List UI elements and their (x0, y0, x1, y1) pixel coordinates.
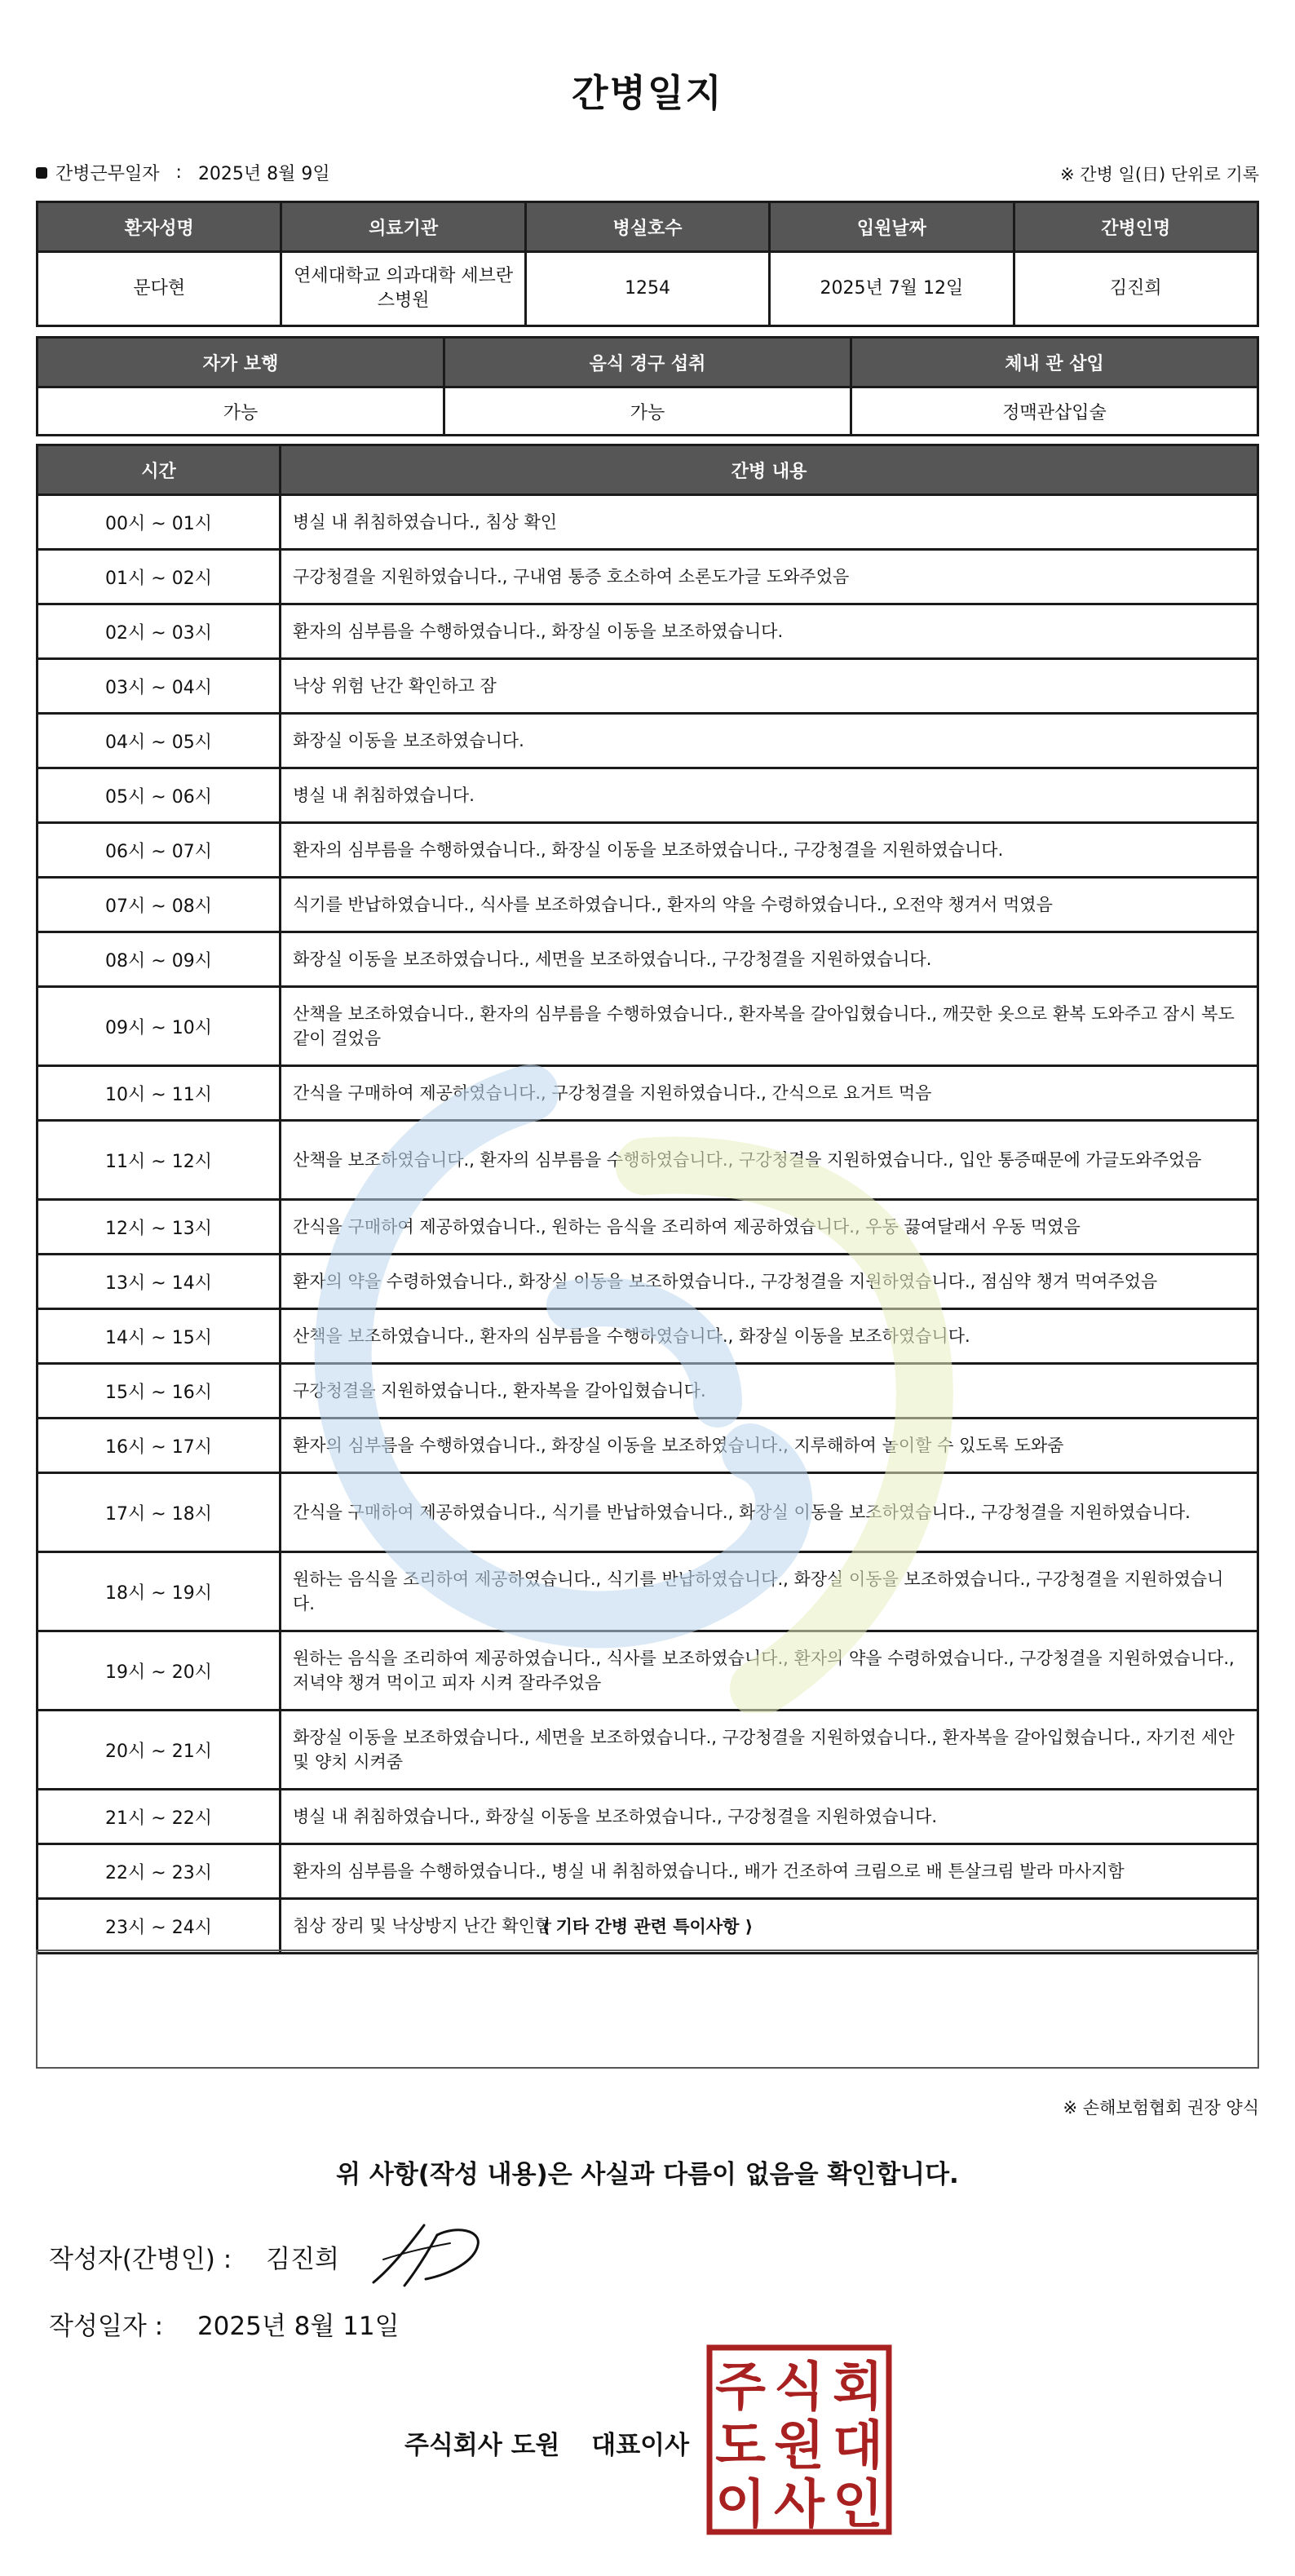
table-row (38, 1473, 1258, 1552)
time-cell: 14시 ~ 15시 (38, 1309, 281, 1364)
hospital-name: 연세대학교 의과대학 세브란스병원 (281, 252, 525, 326)
svg-text:인: 인 (833, 2475, 883, 2535)
content-cell: 원하는 음식을 조리하여 제공하였습니다., 식사를 보조하였습니다., 환자의 약을 수령하였습니다., 구강청결을 지원하였습니다., 저녁약 챙겨 먹이고 피자 시켜 잘라주었음 (281, 1631, 1258, 1711)
content-cell: 병실 내 취침하였습니다., 화장실 이동을 보조하였습니다., 구강청결을 지원하였습니다. (281, 1790, 1258, 1844)
writer-name: 김진희 (266, 2245, 340, 2274)
svg-text:대: 대 (833, 2416, 883, 2476)
time-cell: 17시 ~ 18시 (38, 1473, 281, 1552)
notes-caption: ⟨ 기타 간병 관련 특이사항 ⟩ (541, 1917, 754, 1936)
table-row (38, 932, 1258, 987)
header-time: 시간 (38, 445, 281, 495)
patient-info-header-row (38, 202, 1258, 252)
patient-status-header-row (38, 338, 1258, 387)
time-cell: 00시 ~ 01시 (38, 495, 281, 550)
content-cell: 식기를 반납하였습니다., 식사를 보조하였습니다., 환자의 약을 수령하였습니다., 오전약 챙겨서 먹였음 (281, 878, 1258, 932)
table-row (38, 604, 1258, 659)
time-cell: 16시 ~ 17시 (38, 1419, 281, 1473)
unit-note: ※ 간병 일(日) 단위로 기록 (1060, 165, 1259, 184)
content-cell: 환자의 약을 수령하였습니다., 화장실 이동을 보조하였습니다., 구강청결을 지원하였습니다., 점심약 챙겨 먹여주었음 (281, 1255, 1258, 1309)
table-row (38, 987, 1258, 1066)
writer-label: 작성자(간병인) : (49, 2245, 232, 2274)
table-row (38, 1844, 1258, 1899)
content-cell: 화장실 이동을 보조하였습니다. (281, 714, 1258, 768)
content-cell: 침상 장리 및 낙상방지 난간 확인함 (281, 1899, 1258, 1954)
oral-intake-value: 가능 (444, 387, 851, 436)
bullet-square-icon (36, 167, 47, 179)
content-cell: 산책을 보조하였습니다., 환자의 심부름을 수행하였습니다., 화장실 이동을 보조하였습니다. (281, 1309, 1258, 1364)
time-cell: 19시 ~ 20시 (38, 1631, 281, 1711)
content-cell: 화장실 이동을 보조하였습니다., 세면을 보조하였습니다., 구강청결을 지원하였습니다. (281, 932, 1258, 987)
svg-text:주: 주 (715, 2357, 766, 2418)
patient-status-table (36, 336, 1259, 436)
association-note: ※ 손해보험협회 권장 양식 (1063, 2098, 1259, 2118)
header-caregiver-name: 간병인명 (1014, 202, 1257, 252)
table-row (38, 1255, 1258, 1309)
content-cell: 산책을 보조하였습니다., 환자의 심부름을 수행하였습니다., 구강청결을 지원하였습니다., 입안 통증때문에 가글도와주었음 (281, 1121, 1258, 1200)
svg-text:원: 원 (774, 2416, 824, 2476)
patient-name: 문다현 (38, 252, 281, 326)
time-cell: 15시 ~ 16시 (38, 1364, 281, 1419)
company-line (404, 2424, 689, 2461)
writer-line (49, 2238, 339, 2275)
content-cell: 구강청결을 지원하였습니다., 환자복을 갈아입혔습니다. (281, 1364, 1258, 1419)
svg-text:식: 식 (774, 2357, 824, 2418)
notes-box (36, 1950, 1259, 2069)
work-date-value: 2025년 8월 9일 (197, 164, 330, 184)
table-row (38, 1419, 1258, 1473)
time-cell: 18시 ~ 19시 (38, 1552, 281, 1631)
caregiver-name: 김진희 (1014, 252, 1257, 326)
work-date (36, 160, 330, 185)
confirmation-statement: 위 사항(작성 내용)은 사실과 다름이 없음을 확인합니다. (336, 2160, 959, 2189)
patient-status-value-row (38, 387, 1258, 436)
table-row (38, 1309, 1258, 1364)
table-row (38, 823, 1258, 878)
time-cell: 20시 ~ 21시 (38, 1711, 281, 1790)
work-date-label: 간병근무일자 (55, 164, 160, 184)
company-title: 대표이사 (591, 2431, 690, 2460)
content-cell: 간식을 구매하여 제공하였습니다., 원하는 음식을 조리하여 제공하였습니다., 우동 끓여달래서 우동 먹였음 (281, 1200, 1258, 1255)
company-name: 주식회사 도원 (404, 2431, 560, 2460)
content-cell: 병실 내 취침하였습니다., 침상 확인 (281, 495, 1258, 550)
header-self-walking: 자가 보행 (38, 338, 444, 387)
tube-insertion-value: 정맥관삽입술 (851, 387, 1258, 436)
content-cell: 간식을 구매하여 제공하였습니다., 구강청결을 지원하였습니다., 간식으로 요거트 먹음 (281, 1066, 1258, 1121)
time-cell: 01시 ~ 02시 (38, 550, 281, 604)
content-cell: 원하는 음식을 조리하여 제공하였습니다., 식기를 반납하였습니다., 화장실 이동을 보조하였습니다., 구강청결을 지원하였습니다. (281, 1552, 1258, 1631)
table-row (38, 495, 1258, 550)
table-row (38, 1066, 1258, 1121)
write-date-value: 2025년 8월 11일 (197, 2312, 400, 2341)
header-hospital: 의료기관 (281, 202, 525, 252)
time-cell: 05시 ~ 06시 (38, 768, 281, 823)
time-cell: 11시 ~ 12시 (38, 1121, 281, 1200)
table-row (38, 1121, 1258, 1200)
content-cell: 환자의 심부름을 수행하였습니다., 화장실 이동을 보조하였습니다., 지루해하여 놀이할 수 있도록 도와줌 (281, 1419, 1258, 1473)
work-date-separator: : (175, 162, 182, 183)
table-row (38, 1200, 1258, 1255)
time-cell: 09시 ~ 10시 (38, 987, 281, 1066)
time-cell: 03시 ~ 04시 (38, 659, 281, 714)
room-number: 1254 (525, 252, 769, 326)
time-cell: 12시 ~ 13시 (38, 1200, 281, 1255)
svg-text:이: 이 (715, 2475, 766, 2535)
table-row (38, 1364, 1258, 1419)
patient-info-table (36, 201, 1259, 327)
admission-date: 2025년 7월 12일 (770, 252, 1014, 326)
table-row (38, 1711, 1258, 1790)
table-row (38, 659, 1258, 714)
table-row (38, 1790, 1258, 1844)
content-cell: 병실 내 취침하였습니다. (281, 768, 1258, 823)
table-row (38, 1631, 1258, 1711)
page-title: 간병일지 (572, 71, 723, 115)
svg-text:회: 회 (833, 2357, 883, 2418)
content-cell: 환자의 심부름을 수행하였습니다., 화장실 이동을 보조하였습니다., 구강청결을 지원하였습니다. (281, 823, 1258, 878)
company-seal-icon (706, 2344, 892, 2535)
content-cell: 환자의 심부름을 수행하였습니다., 화장실 이동을 보조하였습니다. (281, 604, 1258, 659)
write-date-label: 작성일자 : (49, 2312, 164, 2341)
content-cell: 산책을 보조하였습니다., 환자의 심부름을 수행하였습니다., 환자복을 갈아입혔습니다., 깨끗한 옷으로 환복 도와주고 잠시 복도 같이 걸었음 (281, 987, 1258, 1066)
header-admission-date: 입원날짜 (770, 202, 1014, 252)
time-cell: 13시 ~ 14시 (38, 1255, 281, 1309)
table-row (38, 768, 1258, 823)
time-cell: 08시 ~ 09시 (38, 932, 281, 987)
time-cell: 07시 ~ 08시 (38, 878, 281, 932)
header-room-number: 병실호수 (525, 202, 769, 252)
header-care-content: 간병 내용 (281, 445, 1258, 495)
write-date-line (49, 2305, 400, 2342)
signature-icon (359, 2211, 489, 2292)
content-cell: 낙상 위험 난간 확인하고 잠 (281, 659, 1258, 714)
content-cell: 구강청결을 지원하였습니다., 구내염 통증 호소하여 소론도가글 도와주었음 (281, 550, 1258, 604)
self-walking-value: 가능 (38, 387, 444, 436)
header-patient-name: 환자성명 (38, 202, 281, 252)
time-cell: 23시 ~ 24시 (38, 1899, 281, 1954)
table-row (38, 714, 1258, 768)
content-cell: 환자의 심부름을 수행하였습니다., 병실 내 취침하였습니다., 배가 건조하여 크림으로 배 튼살크림 발라 마사지함 (281, 1844, 1258, 1899)
svg-text:사: 사 (774, 2475, 824, 2535)
content-cell: 간식을 구매하여 제공하였습니다., 식기를 반납하였습니다., 화장실 이동을 보조하였습니다., 구강청결을 지원하였습니다. (281, 1473, 1258, 1552)
header-oral-intake: 음식 경구 섭취 (444, 338, 851, 387)
time-cell: 10시 ~ 11시 (38, 1066, 281, 1121)
table-row (38, 550, 1258, 604)
time-cell: 22시 ~ 23시 (38, 1844, 281, 1899)
time-cell: 04시 ~ 05시 (38, 714, 281, 768)
table-row (38, 878, 1258, 932)
header-tube-insertion: 체내 관 삽입 (851, 338, 1258, 387)
time-cell: 21시 ~ 22시 (38, 1790, 281, 1844)
content-cell: 화장실 이동을 보조하였습니다., 세면을 보조하였습니다., 구강청결을 지원하였습니다., 환자복을 갈아입혔습니다., 자기전 세안 및 양치 시켜줌 (281, 1711, 1258, 1790)
svg-text:도: 도 (715, 2416, 766, 2476)
time-cell: 02시 ~ 03시 (38, 604, 281, 659)
patient-info-value-row (38, 252, 1258, 326)
time-cell: 06시 ~ 07시 (38, 823, 281, 878)
care-log-table (36, 444, 1259, 1954)
table-row (38, 1552, 1258, 1631)
care-log-header-row (38, 445, 1258, 495)
